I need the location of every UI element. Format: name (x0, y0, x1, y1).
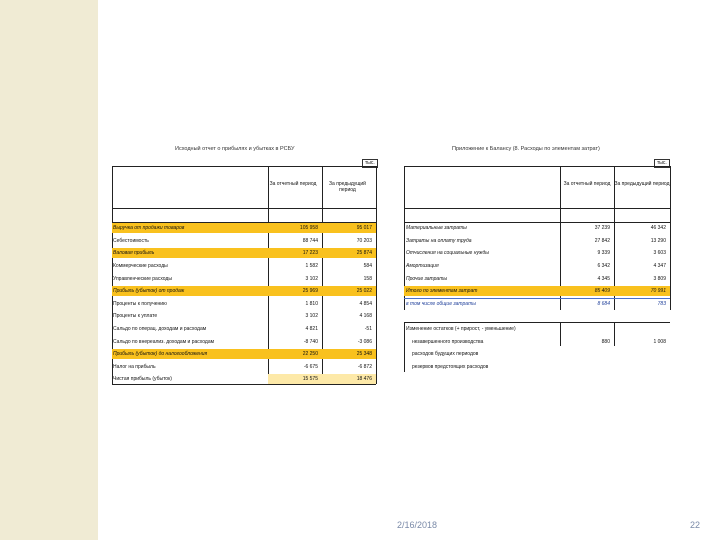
left-row-label: Валовая прибыль (113, 250, 155, 256)
left-row-v2: 25 874 (356, 250, 372, 256)
right-row-label: Материальные затраты (406, 225, 467, 231)
left-row-v2: 584 (363, 263, 372, 269)
left-row-v1: 15 575 (302, 376, 318, 382)
left-table-title: Исходный отчет о прибылях и убытках в РСБУ (175, 146, 295, 152)
right-row-v2: 1 008 (653, 339, 666, 345)
left-row-v2: 4 168 (359, 313, 372, 319)
left-header-bottom-border (112, 208, 376, 209)
left-row-label: Коммерческие расходы (113, 263, 168, 269)
right-row-label: Отчисления на социальные нужды (406, 250, 489, 256)
right-row-label: резервов предстоящих расходов (412, 364, 489, 370)
left-row-v2: -6 872 (357, 364, 372, 370)
slide-date: 2/16/2018 (397, 520, 438, 530)
right-row-v1: 9 339 (597, 250, 610, 256)
left-row-v1: -6 675 (303, 364, 318, 370)
slide-sidebar (0, 0, 98, 540)
right-row-label: расходов будущих периодов (412, 351, 479, 357)
right-row-v1: 880 (601, 339, 610, 345)
right-row-v2: 783 (657, 301, 666, 307)
right-row-v1: 6 342 (597, 263, 610, 269)
right-lower-col2-divider (614, 322, 615, 346)
left-row-v2: 95 017 (356, 225, 372, 231)
left-unit-label: тыс. (362, 159, 378, 168)
left-row-v1: -8 740 (303, 339, 318, 345)
right-row-label: Затраты на оплату труда (406, 238, 472, 244)
left-row-label: Сальдо по внереализ. доходам и расходам (113, 339, 215, 345)
left-row-v1: 25 969 (302, 288, 318, 294)
left-col1-header: За отчетный период (269, 181, 317, 187)
left-row-label: Прибыль (убыток) от продаж (113, 288, 185, 294)
right-row-v2: 3 809 (653, 276, 666, 282)
left-row-label: Налог на прибыль (113, 364, 156, 370)
right-row-v1: 8 684 (597, 301, 610, 307)
right-lower-top-border (404, 322, 670, 323)
right-row-label: в том числе общие затраты (406, 301, 476, 307)
left-col2-header: За предыдущий период (329, 181, 366, 193)
right-row-label: Прочие затраты (406, 276, 448, 282)
left-table-right-border (376, 166, 377, 384)
left-row-v1: 88 744 (302, 238, 318, 244)
right-row-label: незавершенного производства (412, 339, 484, 345)
left-row-v1: 22 250 (302, 351, 318, 357)
left-row-v2: 25 022 (356, 288, 372, 294)
left-row-v1: 105 958 (299, 225, 318, 231)
left-row-label: Себестоимость (113, 238, 149, 244)
right-table-right-border (670, 166, 671, 310)
left-row-v1: 1 810 (305, 301, 318, 307)
left-row-v1: 17 223 (302, 250, 318, 256)
right-col2-header: За предыдущий период (614, 181, 670, 187)
right-row-label: Амортизация (406, 263, 439, 269)
left-row-label: Прибыль (убыток) до налогообложения (113, 351, 208, 357)
left-row-v2: -3 086 (357, 339, 372, 345)
left-row-v2: -51 (364, 326, 372, 332)
right-table-title: Приложение к Балансу (8. Расходы по элементам затрат) (452, 146, 600, 152)
right-row-label: Изменение остатков (+ прирост, - уменьшение) (406, 326, 516, 332)
right-row-v1: 85 409 (594, 288, 610, 294)
right-lower-col1-divider (560, 322, 561, 346)
left-row-v1: 1 582 (305, 263, 318, 269)
left-row-label: Проценты к уплате (113, 313, 158, 319)
right-row-v1: 37 239 (594, 225, 610, 231)
slide-page-number: 22 (690, 520, 701, 530)
left-row-v1: 3 102 (305, 276, 318, 282)
right-row-v2: 46 342 (650, 225, 666, 231)
left-row-v1: 3 102 (305, 313, 318, 319)
right-col1-header: За отчетный период (563, 181, 611, 187)
right-row-v1: 27 842 (594, 238, 610, 244)
left-row-v2: 4 854 (359, 301, 372, 307)
left-row-label: Сальдо по операц. доходам и расходам (113, 326, 207, 332)
left-row-v2: 70 203 (356, 238, 372, 244)
right-table-top-border (404, 166, 670, 167)
left-row-label: Выручка от продажи товаров (113, 225, 185, 231)
right-lower-left-border (404, 322, 405, 372)
right-row-v2: 13 290 (650, 238, 666, 244)
right-header-bottom-border (404, 208, 670, 209)
left-row-label: Проценты к получению (113, 301, 167, 307)
right-total-underline (404, 298, 670, 299)
left-table-top-border (112, 166, 376, 167)
right-unit-label: тыс. (654, 159, 670, 168)
left-row-v2: 18 476 (356, 376, 372, 382)
right-row-v2: 3 603 (653, 250, 666, 256)
left-row-v1: 4 821 (305, 326, 318, 332)
right-row-label: Итого по элементам затрат (406, 288, 478, 294)
left-row-label: Управленческие расходы (113, 276, 172, 282)
right-subheader-border (404, 222, 670, 223)
left-row-label: Чистая прибыль (убыток) (113, 376, 172, 382)
left-row-v2: 158 (363, 276, 372, 282)
left-row-v2: 25 348 (356, 351, 372, 357)
left-table-bottom-border (112, 384, 376, 385)
right-row-v2: 70 991 (650, 288, 666, 294)
right-row-v1: 4 345 (597, 276, 610, 282)
right-row-v2: 4 347 (653, 263, 666, 269)
